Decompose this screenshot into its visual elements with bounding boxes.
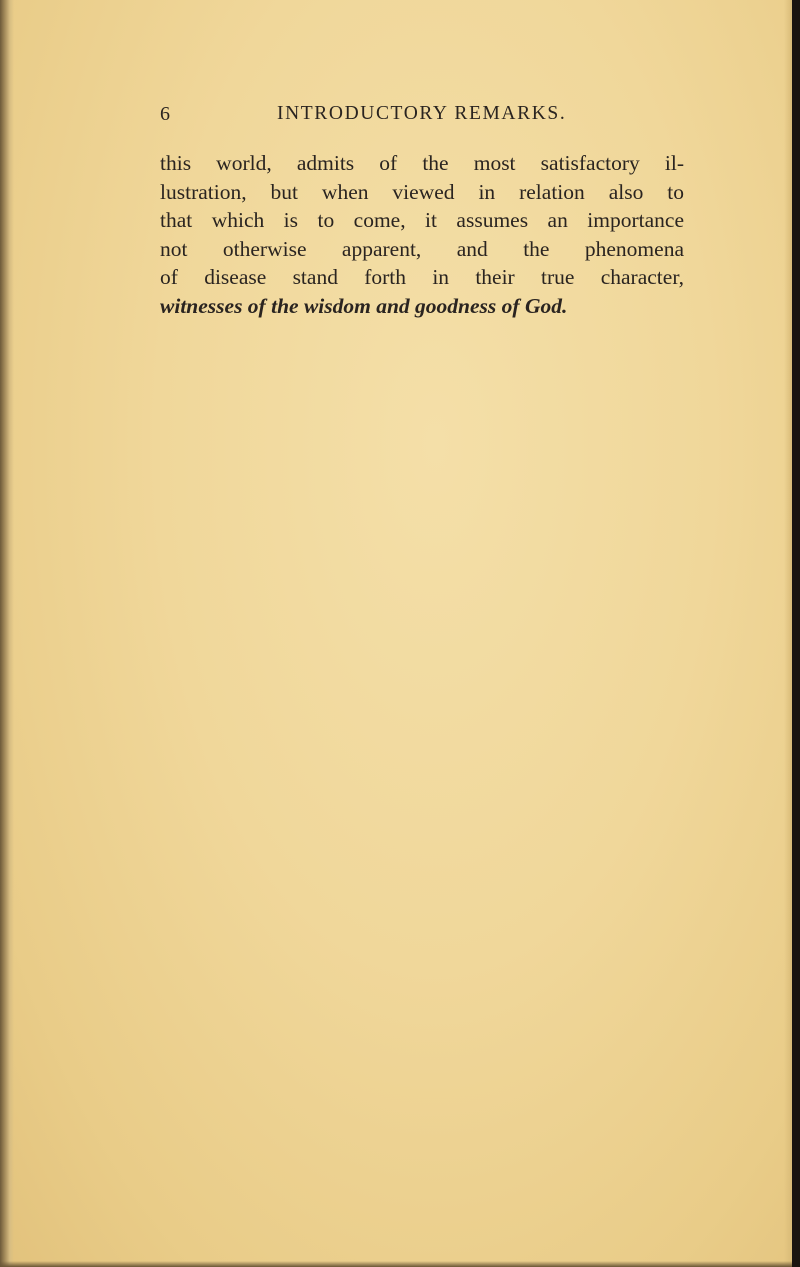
page-right-edge (784, 0, 792, 1267)
text-line: that which is to come, it assumes an importance (160, 208, 684, 232)
running-head (160, 103, 684, 133)
italic-closing-line: witnesses of the wisdom and goodness of God. (160, 293, 568, 318)
page-number: 6 (160, 103, 172, 125)
body-paragraph (160, 149, 684, 320)
text-line: this world, admits of the most satisfactory il- (160, 151, 684, 175)
running-head-title: INTRODUCTORY REMARKS. (277, 103, 567, 124)
text-line: lustration, but when viewed in relation also to (160, 179, 684, 204)
text-line: of disease stand forth in their true character, (160, 265, 684, 289)
page-bottom-edge (0, 1261, 792, 1267)
text-line: not otherwise apparent, and the phenomena (160, 236, 684, 261)
page-binding-edge (0, 0, 14, 1267)
